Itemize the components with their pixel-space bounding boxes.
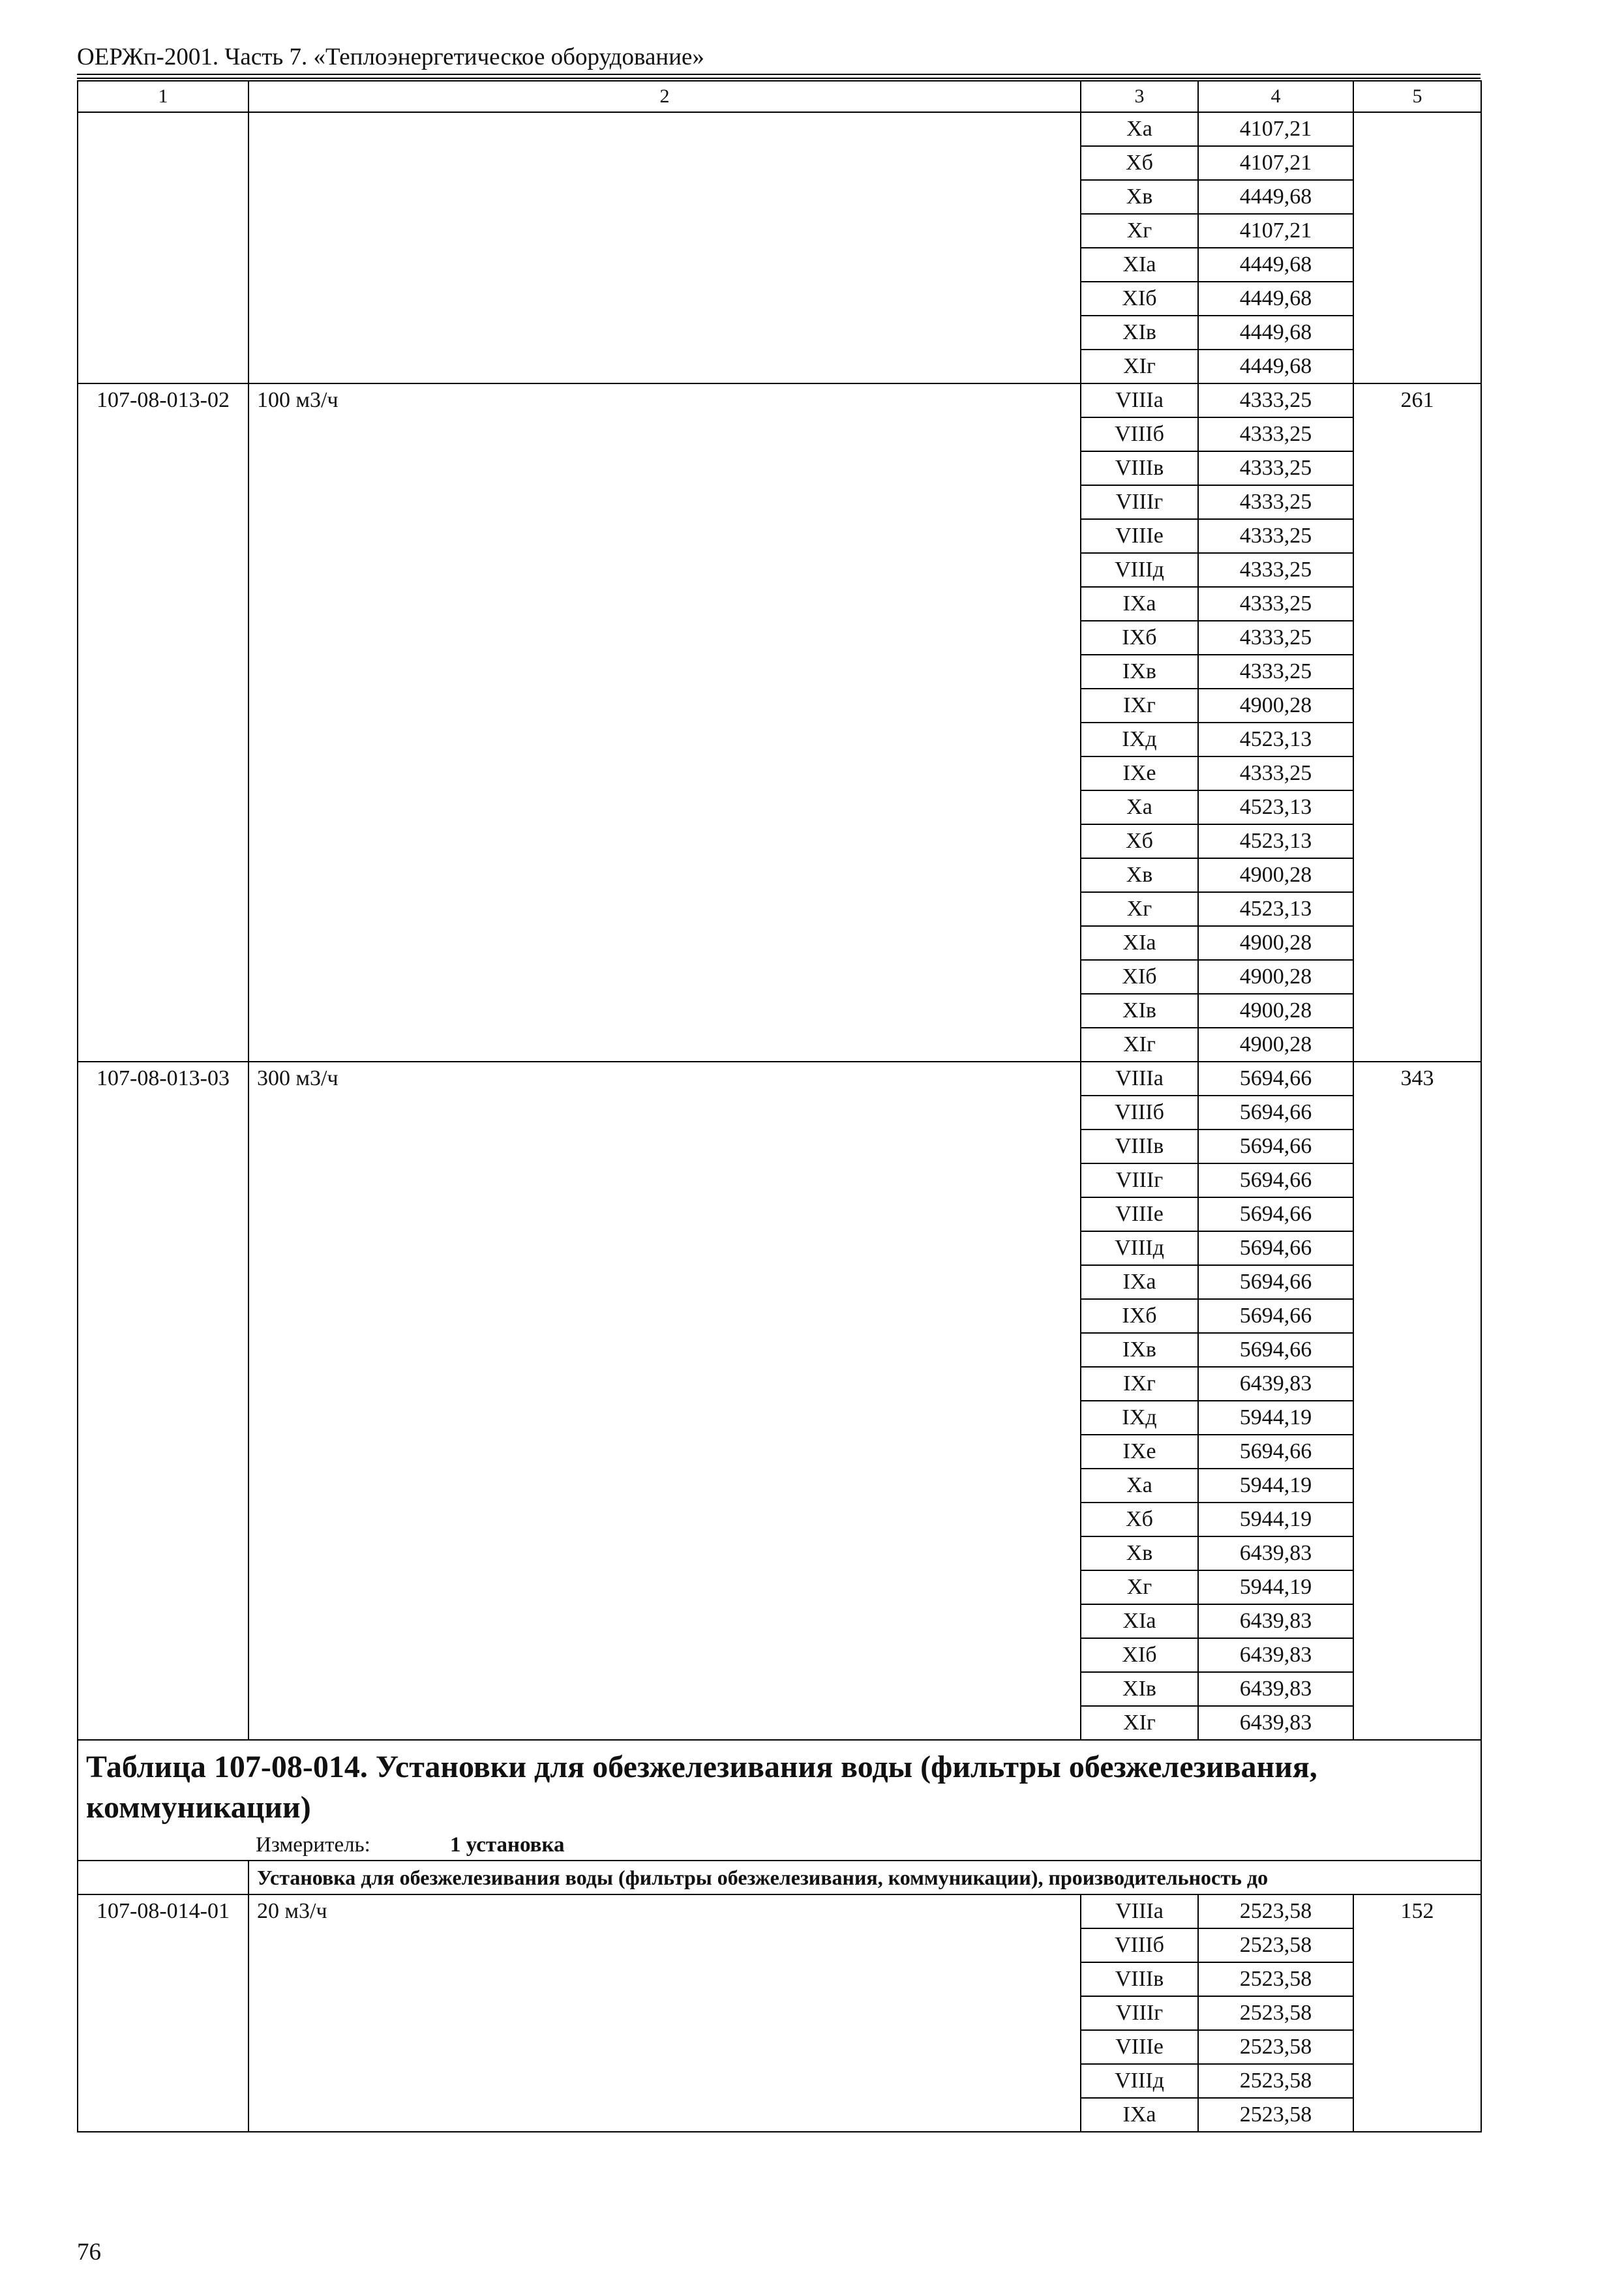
zone-cell: VIIIд (1081, 553, 1198, 587)
section-heading (78, 1740, 1481, 1861)
price-cell: 5694,66 (1198, 1130, 1353, 1163)
section-heading-row (78, 1740, 1481, 1861)
zone-cell: IXб (1081, 621, 1198, 655)
zone-cell: Xг (1081, 1570, 1198, 1604)
rates-table (77, 80, 1482, 2132)
zone-cell: Xa (1081, 112, 1198, 146)
price-cell: 5694,66 (1198, 1163, 1353, 1197)
price-cell: 5694,66 (1198, 1231, 1353, 1265)
zone-cell: IXг (1081, 1367, 1198, 1401)
zone-cell: XIa (1081, 1604, 1198, 1638)
price-cell: 5944,19 (1198, 1570, 1353, 1604)
zone-cell: VIIIд (1081, 2064, 1198, 2098)
zone-cell: Xг (1081, 214, 1198, 248)
price-cell: 4333,25 (1198, 756, 1353, 790)
table-row (78, 1894, 1481, 1928)
section-description: Установка для обезжелезивания воды (фильтры обезжелезивания, коммуникации), производительность до (248, 1861, 1481, 1894)
price-cell: 4900,28 (1198, 1028, 1353, 1062)
zone-cell: IXд (1081, 723, 1198, 756)
price-cell: 5694,66 (1198, 1062, 1353, 1096)
zone-cell: IXa (1081, 1265, 1198, 1299)
rate-name-cell: 300 м3/ч (248, 1062, 1081, 1740)
price-cell: 4333,25 (1198, 519, 1353, 553)
column-header: 5 (1353, 81, 1481, 112)
section-description-row (78, 1861, 1481, 1894)
zone-cell: VIIIд (1081, 1231, 1198, 1265)
price-cell: 4333,25 (1198, 553, 1353, 587)
zone-cell: XIб (1081, 960, 1198, 994)
price-cell: 6439,83 (1198, 1604, 1353, 1638)
zone-cell: VIIIг (1081, 485, 1198, 519)
zone-cell: VIIIв (1081, 1130, 1198, 1163)
zone-cell: XIг (1081, 1028, 1198, 1062)
price-cell: 4449,68 (1198, 180, 1353, 214)
zone-cell: VIIIe (1081, 1197, 1198, 1231)
zone-cell: VIIIe (1081, 2030, 1198, 2064)
price-cell: 2523,58 (1198, 2098, 1353, 2132)
measure-value: 1 установка (450, 1833, 565, 1857)
zone-cell: Xб (1081, 1503, 1198, 1536)
zone-cell: VIIIб (1081, 1928, 1198, 1962)
price-cell: 6439,83 (1198, 1536, 1353, 1570)
price-cell: 5694,66 (1198, 1299, 1353, 1333)
zone-cell: Xб (1081, 824, 1198, 858)
zone-cell: IXe (1081, 756, 1198, 790)
zone-cell: Xв (1081, 180, 1198, 214)
rates-table-body (78, 81, 1481, 2132)
zone-cell: IXв (1081, 655, 1198, 689)
table-header-row (78, 81, 1481, 112)
price-cell: 4523,13 (1198, 892, 1353, 926)
zone-cell: XIa (1081, 248, 1198, 282)
col5-cell: 343 (1353, 1062, 1481, 1740)
page-header-title: ОЕРЖп-2001. Часть 7. «Теплоэнергетическое оборудование» (77, 44, 704, 70)
price-cell: 4523,13 (1198, 824, 1353, 858)
zone-cell: IXб (1081, 1299, 1198, 1333)
price-cell: 4333,25 (1198, 587, 1353, 621)
price-cell: 4449,68 (1198, 282, 1353, 316)
rate-code-cell: 107-08-013-02 (78, 383, 248, 1062)
zone-cell: XIб (1081, 1638, 1198, 1672)
zone-cell: IXa (1081, 2098, 1198, 2132)
zone-cell: IXa (1081, 587, 1198, 621)
rate-code-cell (78, 112, 248, 383)
zone-cell: VIIIa (1081, 1894, 1198, 1928)
price-cell: 4523,13 (1198, 723, 1353, 756)
price-cell: 5694,66 (1198, 1197, 1353, 1231)
zone-cell: XIг (1081, 1706, 1198, 1740)
zone-cell: IXв (1081, 1333, 1198, 1367)
zone-cell: XIв (1081, 1672, 1198, 1706)
zone-cell: IXe (1081, 1435, 1198, 1469)
price-cell: 4333,25 (1198, 417, 1353, 451)
price-cell: 4107,21 (1198, 214, 1353, 248)
price-cell: 6439,83 (1198, 1672, 1353, 1706)
measure-label: Измеритель: (256, 1833, 370, 1857)
zone-cell: IXд (1081, 1401, 1198, 1435)
col5-cell: 261 (1353, 383, 1481, 1062)
header-rule (77, 78, 1481, 79)
description-spacer (78, 1861, 248, 1894)
zone-cell: IXг (1081, 689, 1198, 723)
price-cell: 4333,25 (1198, 485, 1353, 519)
price-cell: 2523,58 (1198, 1996, 1353, 2030)
price-cell: 5694,66 (1198, 1435, 1353, 1469)
table-row (78, 1062, 1481, 1096)
zone-cell: Xв (1081, 858, 1198, 892)
price-cell: 4900,28 (1198, 994, 1353, 1028)
price-cell: 4449,68 (1198, 248, 1353, 282)
price-cell: 4333,25 (1198, 451, 1353, 485)
price-cell: 5944,19 (1198, 1401, 1353, 1435)
zone-cell: Xг (1081, 892, 1198, 926)
table-row (78, 383, 1481, 417)
price-cell: 4900,28 (1198, 960, 1353, 994)
zone-cell: Xa (1081, 1469, 1198, 1503)
price-cell: 4449,68 (1198, 316, 1353, 350)
section-title: Таблица 107-08-014. Установки для обезжелезивания воды (фильтры обезжелезивания, коммуникации) (86, 1750, 1317, 1825)
price-cell: 4333,25 (1198, 383, 1353, 417)
price-cell: 4900,28 (1198, 858, 1353, 892)
price-cell: 6439,83 (1198, 1706, 1353, 1740)
column-header: 4 (1198, 81, 1353, 112)
price-cell: 6439,83 (1198, 1638, 1353, 1672)
zone-cell: VIIIв (1081, 451, 1198, 485)
price-cell: 5694,66 (1198, 1333, 1353, 1367)
zone-cell: VIIIв (1081, 1962, 1198, 1996)
table-row (78, 112, 1481, 146)
price-cell: 2523,58 (1198, 1962, 1353, 1996)
price-cell: 2523,58 (1198, 1894, 1353, 1928)
zone-cell: VIIIa (1081, 1062, 1198, 1096)
price-cell: 4333,25 (1198, 655, 1353, 689)
zone-cell: Xв (1081, 1536, 1198, 1570)
column-header: 2 (248, 81, 1081, 112)
price-cell: 5694,66 (1198, 1265, 1353, 1299)
price-cell: 4449,68 (1198, 350, 1353, 383)
zone-cell: VIIIa (1081, 383, 1198, 417)
rate-code-cell: 107-08-013-03 (78, 1062, 248, 1740)
zone-cell: XIб (1081, 282, 1198, 316)
page-number: 76 (77, 2239, 101, 2266)
zone-cell: VIIIe (1081, 519, 1198, 553)
price-cell: 4900,28 (1198, 689, 1353, 723)
price-cell: 2523,58 (1198, 2064, 1353, 2098)
col5-cell: 152 (1353, 1894, 1481, 2132)
zone-cell: XIв (1081, 994, 1198, 1028)
price-cell: 4333,25 (1198, 621, 1353, 655)
rate-name-cell (248, 112, 1081, 383)
zone-cell: XIв (1081, 316, 1198, 350)
price-cell: 4523,13 (1198, 790, 1353, 824)
price-cell: 4107,21 (1198, 112, 1353, 146)
col5-cell (1353, 112, 1481, 383)
price-cell: 4900,28 (1198, 926, 1353, 960)
price-cell: 4107,21 (1198, 146, 1353, 180)
rate-code-cell: 107-08-014-01 (78, 1894, 248, 2132)
rate-name-cell: 20 м3/ч (248, 1894, 1081, 2132)
measure-line (86, 1833, 1473, 1857)
column-header: 1 (78, 81, 248, 112)
header-rule (77, 74, 1481, 75)
price-cell: 2523,58 (1198, 2030, 1353, 2064)
rate-name-cell: 100 м3/ч (248, 383, 1081, 1062)
zone-cell: XIг (1081, 350, 1198, 383)
price-cell: 6439,83 (1198, 1367, 1353, 1401)
zone-cell: Xa (1081, 790, 1198, 824)
zone-cell: XIa (1081, 926, 1198, 960)
price-cell: 5944,19 (1198, 1503, 1353, 1536)
price-cell: 5944,19 (1198, 1469, 1353, 1503)
price-cell: 2523,58 (1198, 1928, 1353, 1962)
zone-cell: VIIIб (1081, 417, 1198, 451)
zone-cell: Xб (1081, 146, 1198, 180)
column-header: 3 (1081, 81, 1198, 112)
zone-cell: VIIIг (1081, 1163, 1198, 1197)
price-cell: 5694,66 (1198, 1096, 1353, 1130)
zone-cell: VIIIб (1081, 1096, 1198, 1130)
zone-cell: VIIIг (1081, 1996, 1198, 2030)
